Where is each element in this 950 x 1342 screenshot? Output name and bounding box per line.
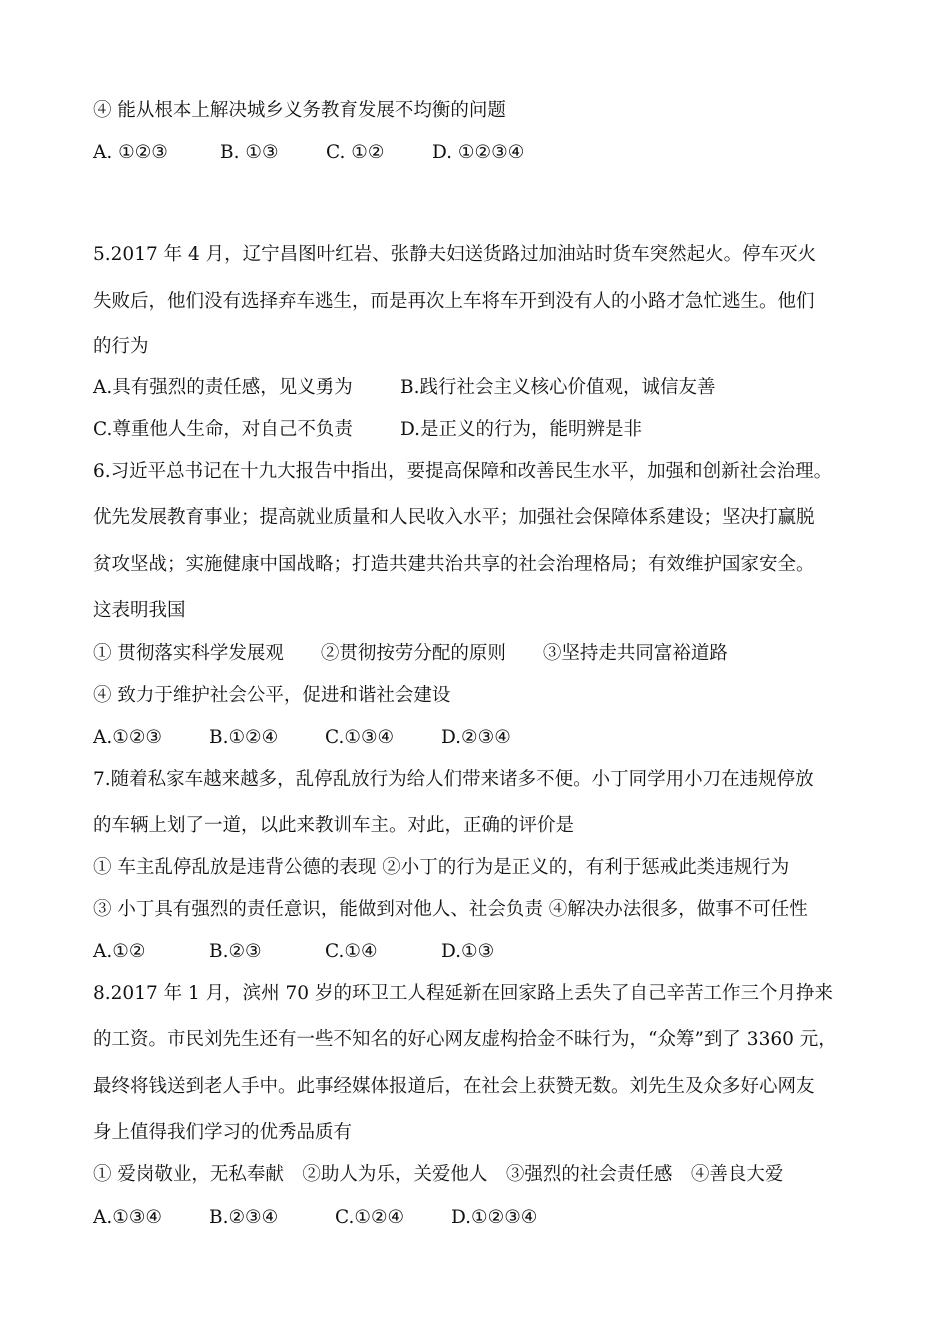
q8-items-row: ① 爱岗敬业，无私奉献 ②助人为乐，关爱他人 ③强烈的社会责任感 ④善良大爱: [93, 1164, 784, 1185]
q6-stem-line-3: 贫攻坚战；实施健康中国战略；打造共建共治共享的社会治理格局；有效维护国家安全。: [93, 554, 815, 575]
q4-option-a: A. ①②③: [93, 142, 168, 163]
q5-option-b: B.践行社会主义核心价值观，诚信友善: [400, 377, 716, 398]
q6-items-row-1: ① 贯彻落实科学发展观 ②贯彻按劳分配的原则 ③坚持走共同富裕道路: [93, 643, 728, 664]
q8-options: [93, 1205, 890, 1231]
q7-option-c: C.①④: [325, 941, 378, 962]
q5-option-d: D.是正义的行为，能明辨是非: [400, 419, 643, 440]
q8-stem-line-1: 8.2017 年 1 月，滨州 70 岁的环卫工人程延新在回家路上丢失了自己辛苦工作三个月挣来: [93, 983, 833, 1004]
q6-stem-line-1: 6.习近平总书记在十九大报告中指出，要提高保障和改善民生水平，加强和创新社会治理。: [93, 461, 833, 482]
q7-option-b: B.②③: [209, 941, 262, 962]
q7-option-d: D.①③: [441, 941, 495, 962]
q6-option-b: B.①②④: [209, 727, 279, 748]
q5-options-row-1: [93, 375, 890, 401]
q7-option-a: A.①②: [93, 941, 146, 962]
q5-stem-line-3: 的行为: [93, 336, 149, 357]
q4-option-b: B. ①③: [220, 142, 279, 163]
q8-option-a: A.①③④: [93, 1207, 162, 1228]
q8-option-d: D.①②③④: [451, 1207, 538, 1228]
q5-option-c: C.尊重他人生命，对自己不负责: [93, 419, 353, 440]
q6-option-a: A.①②③: [93, 727, 162, 748]
q7-items-row-1: ① 车主乱停乱放是违背公德的表现 ②小丁的行为是正义的，有利于惩戒此类违规行为: [93, 857, 790, 878]
q6-stem-line-4: 这表明我国: [93, 600, 186, 621]
q5-stem-line-2: 失败后，他们没有选择弃车逃生，而是再次上车将车开到没有人的小路才急忙逃生。他们: [93, 291, 815, 312]
q8-stem-line-3: 最终将钱送到老人手中。此事经媒体报道后，在社会上获赞无数。刘先生及众多好心网友: [93, 1076, 815, 1097]
q4-option-c: C. ①②: [326, 142, 385, 163]
q6-option-c: C.①③④: [325, 727, 395, 748]
q8-stem-line-2: 的工资。市民刘先生还有一些不知名的好心网友虚构拾金不昧行为，“众筹”到了 3360 元，: [93, 1029, 837, 1050]
q5-option-a: A.具有强烈的责任感，见义勇为: [93, 377, 353, 398]
q5-stem-line-1: 5.2017 年 4 月，辽宁昌图叶红岩、张静夫妇送货路过加油站时货车突然起火。停车灭火: [93, 244, 817, 265]
q4-item-4: ④ 能从根本上解决城乡义务教育发展不均衡的问题: [93, 100, 506, 121]
q7-stem-line-2: 的车辆上划了一道，以此来教训车主。对此，正确的评价是: [93, 815, 575, 836]
q6-options: [93, 725, 890, 751]
q8-option-b: B.②③④: [209, 1207, 279, 1228]
q6-stem-line-2: 优先发展教育事业；提高就业质量和人民收入水平；加强社会保障体系建设；坚决打赢脱: [93, 507, 815, 528]
q7-options: [93, 939, 890, 965]
q8-stem-line-4: 身上值得我们学习的优秀品质有: [93, 1122, 353, 1143]
q8-option-c: C.①②④: [335, 1207, 405, 1228]
q7-stem-line-1: 7.随着私家车越来越多，乱停乱放行为给人们带来诸多不便。小丁同学用小刀在违规停放: [93, 769, 814, 790]
q4-option-d: D. ①②③④: [432, 142, 525, 163]
q6-items-row-2: ④ 致力于维护社会公平，促进和谐社会建设: [93, 685, 451, 706]
q6-option-d: D.②③④: [441, 727, 511, 748]
q7-items-row-2: ③ 小丁具有强烈的责任意识，能做到对他人、社会负责 ④解决办法很多，做事不可任性: [93, 899, 808, 920]
q5-options-row-2: [93, 417, 890, 443]
q4-options: [93, 140, 890, 166]
